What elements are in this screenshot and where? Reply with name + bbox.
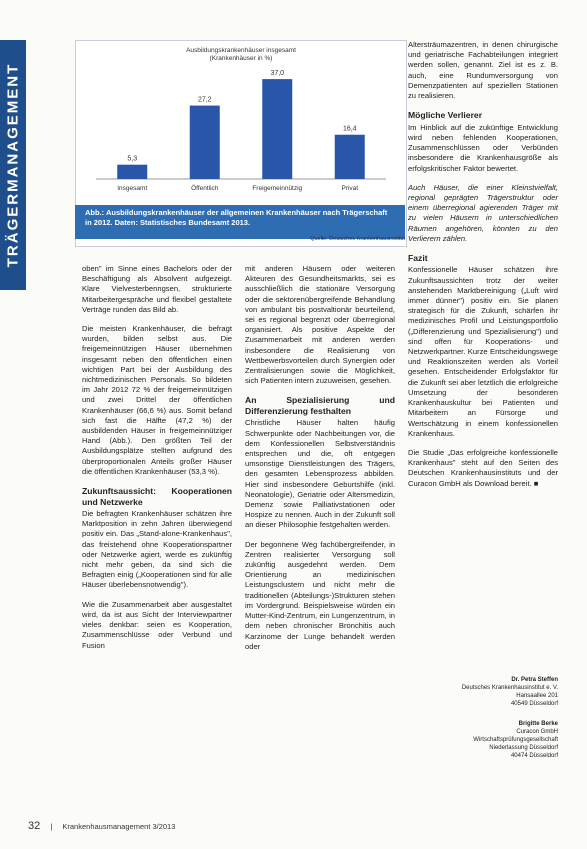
- bar-1: [190, 106, 220, 179]
- paragraph: Christliche Häuser halten häufig Schwerpunkte oder Nachbeitungen vor, die dem Konfessionellen Selbstverständnis entsprechen und die, oft entgegen umsonstige Dienstleistungen des Trägers, den gesamten Lebensprozess abbilden. Hier sind insbesondere Geburtshilfe (inkl. Neonatologie), Geriatrie oder Altersmedizin, Demenz sowie Palliativstationen oder Hospize zu nennen. Auch in der Zukunft soll an dieser Philosophie festgehalten werden.: [245, 418, 395, 530]
- category-label-1: Öffentlich: [191, 185, 219, 192]
- bar-chart: [76, 41, 406, 206]
- author-block: [408, 676, 558, 708]
- paragraph: Altersträumazentren, in denen chirurgische und geriatrische Fachabteilungen integriert werden sollen, genannt. Ziel ist es z. B. auch, eine Rundumversorgung von Demenzpatienten auf speziellen Stationen zu realisieren.: [408, 40, 558, 101]
- section-heading: Fazit: [408, 252, 428, 263]
- paragraph: Konfessionelle Häuser schätzen ihre Zukunftsaussichten trotz der weiter anstehenden Marktbereinigung („Luft wird immer dünner") positiv ein. Sie planen strategisch für die Zukunft, schärfen ihr medizinisches Profil und Leistungsportfolio („Differenzierung und Spezialisierung") und sind offen für Kooperations- und Netzwerkpartner. Kurze Entscheidungswege und Reaktionszeiten werden als Vorteil gesehen. Entscheidender Erfolgsfaktor für die Zukunft sei aber letztlich die erfolgreiche Umsetzung der besonderen Krankenhauskultur bei Patienten und Mitarbeitern an Fürsorge und Wertschätzung in einem konfessionellen Krankenhaus.: [408, 265, 558, 438]
- section-tab: [0, 40, 26, 290]
- author-street: Hansaallee 201: [516, 693, 558, 699]
- column-2: [245, 264, 395, 661]
- paragraph: Die Studie „Das erfolgreiche konfessionelle Krankenhaus" steht auf den Seiten des Deutschen Krankenhausinstituts und der Curacon GmbH als Download bereit. ■: [408, 447, 558, 488]
- footer-separator: |: [50, 822, 53, 831]
- author-dept: Wirtschaftsprüfungsgesellschaft: [473, 737, 558, 743]
- paragraph: Auch Häuser, die einer Kleinstvielfalt, regional geprägten Trägerstruktur oder einem überregional agierenden Träger mit zu vielen Häusern in unterschiedlichen Räumen angehören, könnten zu den Verlierern zählen.: [408, 182, 558, 243]
- paragraph: Wie die Zusammenarbeit aber ausgestaltet wird, da ist aus Sicht der Interviewpartner vieles denkbar: seien es Kooperation, Zusammenschlüsse oder Verbund und Fusion: [82, 599, 232, 650]
- author-city: 40549 Düsseldorf: [510, 701, 558, 707]
- data-label-1: 27,2: [197, 96, 212, 104]
- section-tab-label: TRÄGERMANAGEMENT: [4, 62, 22, 268]
- section-heading: An Spezialisierung und Differenzierung festhalten: [245, 395, 395, 416]
- page-footer: [28, 820, 175, 832]
- author-org: Deutsches Krankenhausinstitut e. V.: [461, 685, 558, 691]
- figure-caption: Abb.: Ausbildungskrankenhäuser der allgemeinen Krankenhäuser nach Trägerschaft in 2012. Daten: Statistisches Bundesamt 2013.: [75, 205, 405, 239]
- author-org: Curacon GmbH: [516, 729, 558, 735]
- bar-2: [262, 79, 292, 179]
- author-city: 40474 Düsseldorf: [510, 753, 558, 759]
- column-3: [408, 40, 558, 498]
- author-block: [408, 720, 558, 760]
- paragraph: Der begonnene Weg fachübergreifender, in Zentren realisierter Versorgung soll zukünftig ausgedehnt werden. Dem Orientierung an medizinischen Leistungsclustern und nicht mehr die traditionellen (Abteilungs-)Strukturen stehen im Vordergrund. Beispielsweise würden ein Mutter-Kind-Zentrum, ein Lungenzentrum, in dem neben chronischer Bronchitis auch Karzinome der Lunge behandelt werden oder: [245, 539, 395, 651]
- paragraph: mit anderen Häusern oder weiteren Akteuren des Gesundheitsmarkts, sei es ausschließlich die stationäre Versorgung oder die sektorenübergreifende Behandlung von ambulant bis postvaltionär beurteilend, sei es regional begrenzt oder überregional organisiert. Als positive Aspekte der Zusammenarbeit mit anderen werden insbesondere die Realisierung von Wettbewerbsvorteilen durch Synergien oder Zentralisierungen sowie die Möglichkeit, sich Patienten intern zuzuweisen, gesehen.: [245, 264, 395, 386]
- category-label-3: Privat: [341, 185, 359, 192]
- page-number: 32: [28, 820, 41, 832]
- author-street: Niederlassung Düsseldorf: [489, 745, 558, 751]
- paragraph: Im Hinblick auf die zukünftige Entwicklung wird neben fehlenden Kooperationen, Zusammenschlüssen oder Verbünden insbesondere die Krankenhausgröße als erfolgskritischer Faktor bewertet.: [408, 122, 558, 173]
- journal-name: Krankenhausmanagement 3/2013: [62, 822, 176, 831]
- author-name: Brigitte Berke: [518, 721, 558, 727]
- category-label-0: Insgesamt: [117, 185, 148, 192]
- bar-3: [335, 135, 365, 179]
- bar-0: [117, 165, 147, 179]
- section-heading: Mögliche Verlierer: [408, 110, 483, 121]
- column-1: [82, 264, 232, 660]
- section-heading: Zukunftsaussicht: Kooperationen und Netzwerke: [82, 486, 232, 507]
- data-label-0: 5,3: [127, 155, 138, 163]
- chart-subtitle: (Krankenhäuser in %): [209, 55, 273, 62]
- chart-title: Ausbildungskrankenhäuser insgesamt: [186, 47, 296, 54]
- paragraph: Die befragten Krankenhäuser schätzen ihre Marktposition in zehn Jahren überwiegend positiv ein. Das „Stand-alone-Krankenhaus", das freistehend ohne Kooperationspartner oder Netzwerke agiert, werde es zukünftig nicht mehr geben, da sind sich die Befragten einig („Kooperationen sind für alle Häuser überlebensnotwendig").: [82, 509, 232, 590]
- category-label-2: Freigemeinnützig: [252, 185, 303, 192]
- data-label-3: 16,4: [342, 125, 357, 133]
- figure-source: Quelle: Deutsches Krankenhausinstitut: [310, 236, 405, 242]
- data-label-2: 37,0: [270, 70, 285, 78]
- paragraph: oben" im Sinne eines Bachelors oder der Beschäftigung als Absolvent aufgezeigt. Klare Vielvesterbenngsen, strukturierte Mitarbeitergespräche und flexibel gestaltete Verträge runden das Bild ab.: [82, 264, 232, 314]
- author-name: Dr. Petra Steffen: [511, 677, 558, 683]
- paragraph: Die meisten Krankenhäuser, die befragt wurden, bilden selbst aus. Die freigemeinnützigen Häuser übernehmen insgesamt neben den öffentlichen einen wichtigen Part bei der Ausbildung des nichtmedizinischen Personals. So bildeten im Jahr 2012 72 % der freigemeinnützigen und zwei Drittel der öffentlichen Krankenhäuser (66,6 %) aus. Somit befand sich fast die Hälfte (47,2 %) der ausbildenden Häuser in freigemeinnütziger Hand (Abb.). Den größten Teil der Ausbildungsplätze stellten aufgrund des überproportionalen Anteils großer Häuser die öffentlichen Krankenhäuser (53,3 %).: [82, 324, 232, 476]
